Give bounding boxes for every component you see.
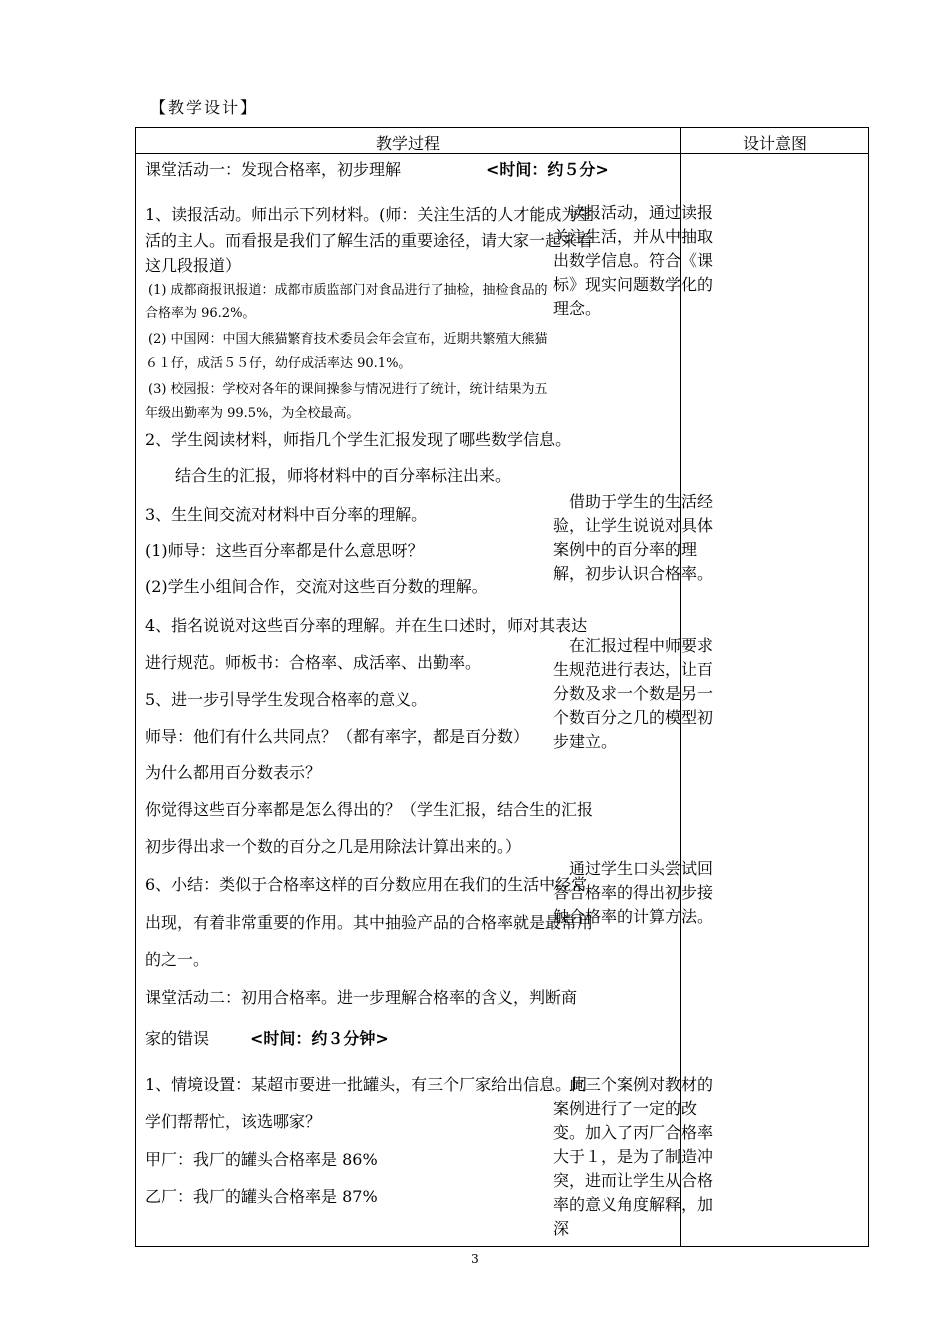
intent-reading: 读报活动，通过读报关注生活，并从中抽取出数学信息。符合《课标》现实问题数学化的理念。 — [553, 203, 714, 318]
step6-line2: 出现，有着非常重要的作用。其中抽验产品的合格率就是最常用 — [145, 913, 594, 932]
factory-a: 甲厂：我厂的罐头合格率是 86% — [145, 1150, 378, 1169]
header-process: 教学过程 — [375, 134, 440, 153]
intent-understanding: 借助于学生的生活经验，让学生说说对具体案例中的百分率的理解，初步认识合格率。 — [553, 492, 714, 583]
step6-line3: 的之一。 — [145, 950, 210, 969]
step3: 3、生生间交流对材料中百分率的理解。 — [145, 505, 428, 524]
step3-b: (2)学生小组间合作，交流对这些百分数的理解。 — [145, 577, 488, 596]
material3-line2: 年级出勤率为 99.5%，为全校最高。 — [145, 406, 360, 421]
material1-line2: 合格率为 96.2%。 — [145, 306, 256, 321]
step5-c-line1: 你觉得这些百分率都是怎么得出的？（学生汇报，结合生的汇报 — [145, 800, 594, 819]
section-title: 【教学设计】 — [150, 98, 259, 117]
step1-line3: 这几段报道） — [145, 256, 242, 275]
question1-line2: 学们帮帮忙，该选哪家？ — [145, 1112, 322, 1131]
step2: 2、学生阅读材料，师指几个学生汇报发现了哪些数学信息。 — [145, 430, 572, 449]
page-number: 3 — [471, 1252, 479, 1266]
step1-line1: 1、读报活动。师出示下列材料。(师：关注生活的人才能成为生 — [145, 205, 594, 224]
header-intent: 设计意图 — [742, 134, 807, 153]
activity1-time: <时间：约５分> — [486, 160, 609, 179]
step5: 5、进一步引导学生发现合格率的意义。 — [145, 690, 428, 709]
step6-line1: 6、小结：类似于合格率这样的百分数应用在我们的生活中经常 — [145, 875, 588, 894]
step1-line2: 活的主人。而看报是我们了解生活的重要途径，请大家一起来看 — [145, 231, 594, 250]
intent-model: 在汇报过程中师要求生规范进行表达，让百分数及求一个数是另一个数百分之几的模型初步建立。 — [553, 636, 714, 751]
step4-line1: 4、指名说说对这些百分率的理解。并在生口述时，师对其表达 — [145, 616, 588, 635]
activity1-title: 课堂活动一：发现合格率，初步理解 — [145, 160, 402, 179]
step4-line2: 进行规范。师板书：合格率、成活率、出勤率。 — [145, 653, 482, 672]
step2-note: 结合生的汇报，师将材料中的百分率标注出来。 — [175, 466, 512, 485]
step5-b: 为什么都用百分数表示？ — [145, 763, 322, 782]
activity2-line2: 家的错误 — [145, 1029, 210, 1048]
material3-line1: (3) 校园报：学校对各年的课间操参与情况进行了统计，统计结果为五 — [148, 382, 548, 397]
intent-cases: 此三个案例对教材的案例进行了一定的改变。加入了丙厂合格率大于１，是为了制造冲突，进而让学生从合格率的意义角度解释，加深 — [553, 1075, 714, 1238]
question1-line1: 1、情境设置：某超市要进一批罐头，有三个厂家给出信息。同 — [145, 1075, 588, 1094]
step5-c-line2: 初步得出求一个数的百分之几是用除法计算出来的。） — [145, 837, 522, 856]
factory-b: 乙厂：我厂的罐头合格率是 87% — [145, 1187, 378, 1206]
intent-calculation: 通过学生口头尝试回答合格率的得出初步接触合格率的计算方法。 — [553, 859, 714, 926]
step3-a: (1)师导：这些百分率都是什么意思呀？ — [145, 541, 424, 560]
material2-line1: (2) 中国网：中国大熊猫繁育技术委员会年会宣布，近期共繁殖大熊猫 — [148, 332, 548, 347]
activity2-time: <时间：约３分钟> — [250, 1029, 389, 1048]
activity2-line1: 课堂活动二：初用合格率。进一步理解合格率的含义，判断商 — [145, 988, 578, 1007]
material1-line1: (1) 成都商报讯报道：成都市质监部门对食品进行了抽检，抽检食品的 — [148, 283, 548, 298]
material2-line2: ６１仔，成活５５仔，幼仔成活率达 90.1%。 — [145, 356, 412, 371]
step5-a: 师导：他们有什么共同点？（都有率字，都是百分数） — [145, 727, 530, 746]
